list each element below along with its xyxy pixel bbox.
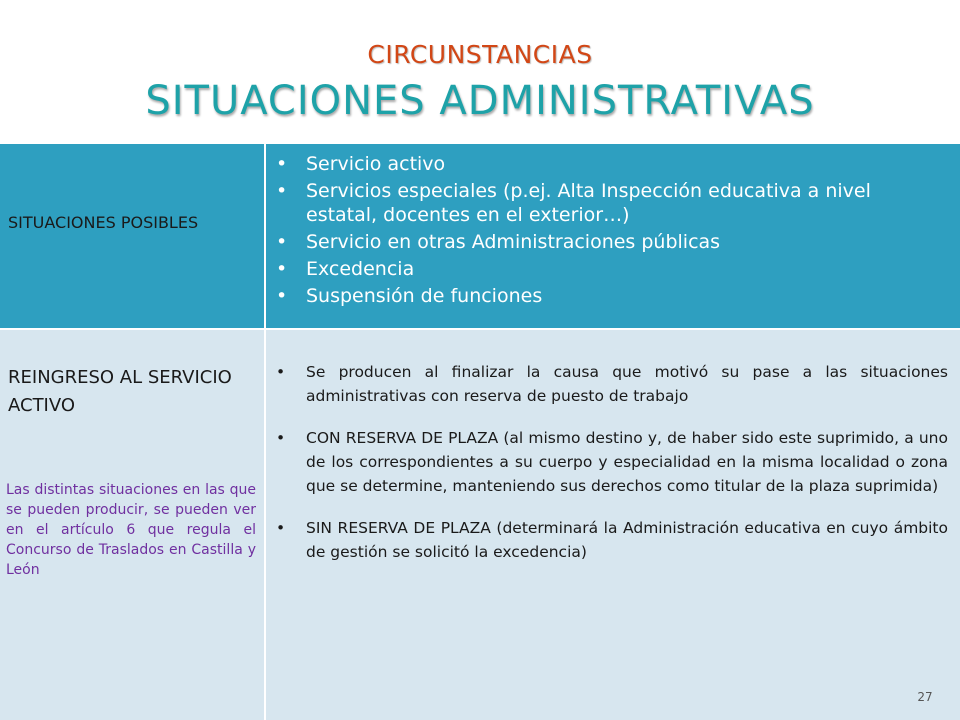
list-item: • SIN RESERVA DE PLAZA (determinará la Administración educativa en cuyo ámbito de gestión se solicitó la excedencia) xyxy=(272,516,948,564)
list-item: • Servicio activo xyxy=(272,152,942,176)
list-item: • Excedencia xyxy=(272,257,942,281)
list-item: • Servicios especiales (p.ej. Alta Inspección educativa a nivel estatal, docentes en el exterior…) xyxy=(272,179,942,227)
list-item: • Se producen al finalizar la causa que motivó su pase a las situaciones administrativas con reserva de puesto de trabajo xyxy=(272,360,948,408)
reingreso-note: Las distintas situaciones en las que se pueden producir, se pueden ver en el artículo 6 que regula el Concurso de Traslados en Castilla y León xyxy=(6,482,256,578)
list-item: • Servicio en otras Administraciones públicas xyxy=(272,230,942,254)
title-line-2: SITUACIONES ADMINISTRATIVAS xyxy=(145,78,815,124)
list-item: • CON RESERVA DE PLAZA (al mismo destino y, de haber sido este suprimido, a uno de los correspondientes a su cuerpo y especialidad en la misma localidad o zona que se determine, manteniendo sus derechos como titular de la plaza suprimida) xyxy=(272,426,948,498)
row-label-situaciones: SITUACIONES POSIBLES xyxy=(8,213,199,232)
slide-title xyxy=(0,0,960,144)
reingreso-list xyxy=(272,360,948,582)
row-label-reingreso: REINGRESO AL SERVICIO ACTIVO xyxy=(8,367,232,416)
situaciones-list xyxy=(272,152,942,311)
table-row-reingreso xyxy=(0,330,960,720)
list-item: • Suspensión de funciones xyxy=(272,284,942,308)
column-divider xyxy=(264,144,266,720)
page-number: 27 xyxy=(917,690,933,704)
title-line-1: CIRCUNSTANCIAS xyxy=(367,40,593,69)
table-row-situaciones xyxy=(0,144,960,328)
